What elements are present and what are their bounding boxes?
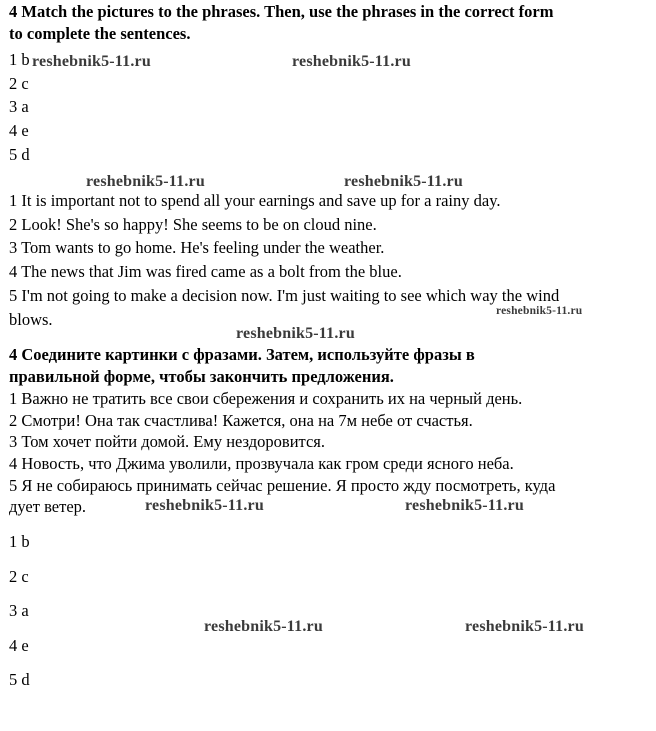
task-heading-ru-line2: правильной форме, чтобы закончить предложения. bbox=[9, 367, 394, 386]
sentence-en: 4 The news that Jim was fired came as a bolt from the blue. bbox=[9, 262, 402, 281]
sentence-ru: 3 Том хочет пойти домой. Ему нездоровится. bbox=[9, 432, 325, 451]
task-heading-en-line1: 4 Match the pictures to the phrases. Then, use the phrases in the correct form bbox=[9, 2, 554, 21]
answer-item: 2 c bbox=[9, 567, 29, 586]
sentence-ru: 4 Новость, что Джима уволили, прозвучала как гром среди ясного неба. bbox=[9, 454, 514, 473]
watermark: reshebnik5-11.ru bbox=[496, 305, 583, 317]
watermark: reshebnik5-11.ru bbox=[145, 497, 264, 514]
sentence-en: 2 Look! She's so happy! She seems to be on cloud nine. bbox=[9, 215, 377, 234]
answer-item: 5 d bbox=[9, 670, 30, 689]
watermark: reshebnik5-11.ru bbox=[405, 497, 524, 514]
sentence-ru: 1 Важно не тратить все свои сбережения и сохранить их на черный день. bbox=[9, 389, 523, 408]
watermark: reshebnik5-11.ru bbox=[344, 173, 463, 190]
watermark: reshebnik5-11.ru bbox=[292, 53, 411, 70]
answer-item: 1 b bbox=[9, 532, 30, 551]
sentence-en: blows. bbox=[9, 310, 53, 329]
answer-item: 2 c bbox=[9, 74, 29, 93]
answer-item: 4 e bbox=[9, 636, 29, 655]
answer-item: 4 e bbox=[9, 121, 29, 140]
sentence-en: 5 I'm not going to make a decision now. I'm just waiting to see which way the wind bbox=[9, 286, 560, 305]
sentence-en: 1 It is important not to spend all your earnings and save up for a rainy day. bbox=[9, 191, 501, 210]
answer-item: 3 a bbox=[9, 601, 29, 620]
task-heading-ru-line1: 4 Соедините картинки с фразами. Затем, используйте фразы в bbox=[9, 345, 475, 364]
answer-item: 3 a bbox=[9, 97, 29, 116]
sentence-ru: 5 Я не собираюсь принимать сейчас решение. Я просто жду посмотреть, куда bbox=[9, 476, 556, 495]
task-heading-en-line2: to complete the sentences. bbox=[9, 24, 191, 43]
watermark: reshebnik5-11.ru bbox=[86, 173, 205, 190]
watermark: reshebnik5-11.ru bbox=[204, 618, 323, 635]
watermark: reshebnik5-11.ru bbox=[236, 325, 355, 342]
watermark: reshebnik5-11.ru bbox=[465, 618, 584, 635]
sentence-ru: 2 Смотри! Она так счастлива! Кажется, она на 7м небе от счастья. bbox=[9, 411, 473, 430]
answer-item: 5 d bbox=[9, 145, 30, 164]
sentence-ru: дует ветер. bbox=[9, 497, 87, 516]
sentence-en: 3 Tom wants to go home. He's feeling under the weather. bbox=[9, 238, 385, 257]
watermark: reshebnik5-11.ru bbox=[32, 53, 151, 70]
answer-item: 1 b bbox=[9, 50, 30, 69]
